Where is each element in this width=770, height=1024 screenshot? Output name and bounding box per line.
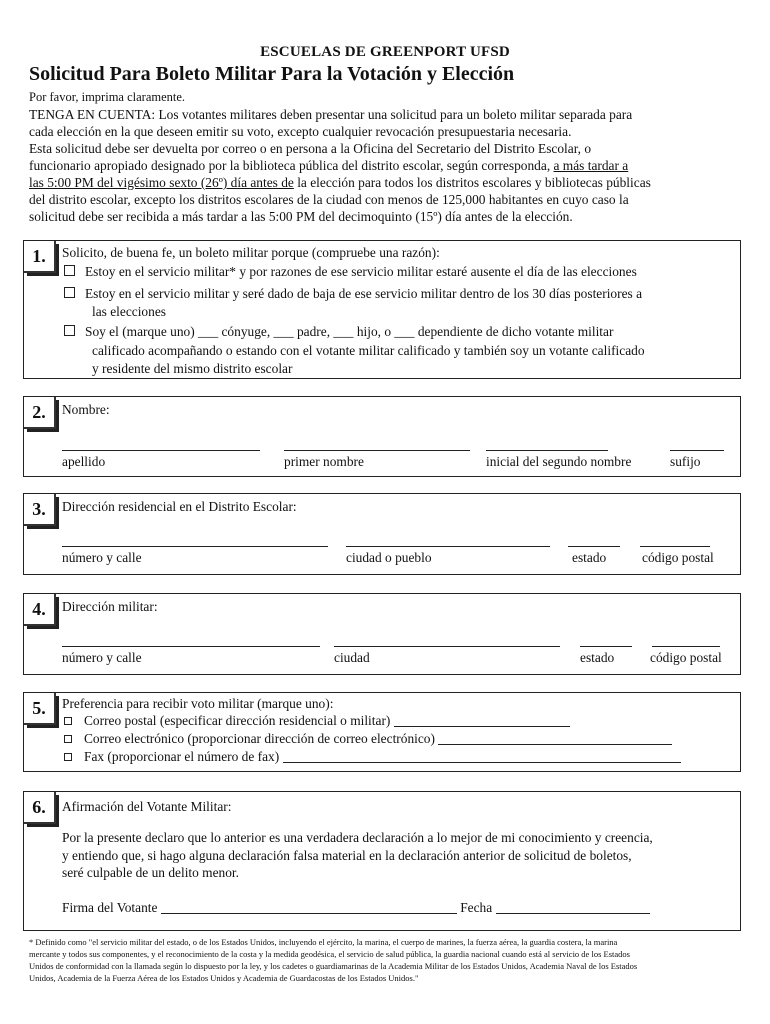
section-4 — [23, 593, 741, 675]
option-label: Soy el (marque uno) ___ cónyuge, ___ padre, ___ hijo, o ___ dependiente de dicho votante militar — [85, 324, 614, 339]
section-number: 3. — [24, 494, 56, 526]
residential-city-field[interactable] — [346, 546, 550, 547]
last-name-field[interactable] — [62, 450, 260, 451]
section-label: Dirección militar: — [62, 599, 158, 614]
field-label: estado — [572, 550, 607, 565]
reason-option-2-cont: las elecciones — [92, 304, 166, 319]
middle-initial-field[interactable] — [486, 450, 608, 451]
form-title: Solicitud Para Boleto Militar Para la Votación y Elección — [29, 63, 515, 85]
checkbox[interactable] — [64, 287, 75, 298]
intro-line-7: del distrito escolar, excepto los distritos escolares de la ciudad con menos de 125,000 habitantes en cuyo caso la — [29, 192, 629, 207]
military-zip-field[interactable] — [652, 646, 720, 647]
option-label: Fax (proporcionar el número de fax) — [84, 749, 280, 764]
residential-zip-field[interactable] — [640, 546, 710, 547]
footnote — [29, 936, 741, 984]
section-number: 6. — [24, 792, 56, 824]
section-number: 5. — [24, 693, 56, 725]
affirmation-line-1: Por la presente declaro que lo anterior es una verdadera declaración a lo mejor de mi conocimiento y creencia, — [62, 830, 653, 845]
signature-field[interactable] — [161, 901, 457, 914]
deadline-text-2: las 5:00 PM del vigésimo sexto (26º) día antes de — [29, 175, 294, 190]
field-label: código postal — [650, 650, 722, 665]
organization-name: ESCUELAS DE GREENPORT UFSD — [260, 44, 510, 60]
checkbox[interactable] — [64, 735, 72, 743]
section-prompt: Solicito, de buena fe, un boleto militar porque (compruebe una razón): — [62, 245, 440, 260]
section-1 — [23, 240, 741, 379]
checkbox[interactable] — [64, 265, 75, 276]
section-number: 1. — [24, 241, 56, 273]
intro-line-4: Esta solicitud debe ser devuelta por correo o en persona a la Oficina del Secretario del Distrito Escolar, o — [29, 141, 592, 156]
suffix-field[interactable] — [670, 450, 724, 451]
section-6 — [23, 791, 741, 931]
field-label: número y calle — [62, 650, 142, 665]
section-label: Afirmación del Votante Militar: — [62, 799, 232, 814]
section-number: 2. — [24, 397, 56, 429]
mail-address-field[interactable] — [394, 714, 570, 727]
first-name-field[interactable] — [284, 450, 470, 451]
delivery-option-fax[interactable] — [64, 748, 681, 766]
option-label: Correo electrónico (proporcionar dirección de correo electrónico) — [84, 731, 435, 746]
field-label: código postal — [642, 550, 714, 565]
date-field[interactable] — [496, 901, 650, 914]
section-label: Preferencia para recibir voto militar (marque uno): — [62, 696, 334, 711]
section-number: 4. — [24, 594, 56, 626]
reason-option-1[interactable] — [64, 263, 637, 281]
option-label: Correo postal (especificar dirección residencial o militar) — [84, 713, 391, 728]
residential-street-field[interactable] — [62, 546, 328, 547]
reason-option-3-cont2: y residente del mismo distrito escolar — [92, 361, 293, 376]
field-label: número y calle — [62, 550, 142, 565]
option-label: Estoy en el servicio militar* y por razones de ese servicio militar estaré ausente el día de las elecciones — [85, 264, 637, 279]
intro-line-6b: la elección para todos los distritos escolares y bibliotecas públicas — [293, 175, 651, 190]
field-label: ciudad o pueblo — [346, 550, 432, 565]
intro-block — [29, 89, 744, 225]
checkbox[interactable] — [64, 325, 75, 336]
footnote-line-1: * Definido como "el servicio militar del estado, o de los Estados Unidos, incluyendo el ejército, la marina, el cuerpo de marines, la fuerza aérea, la guardia costera, la marina — [29, 937, 618, 947]
intro-line-6 — [29, 174, 744, 191]
footnote-line-2: mercante y todos sus componentes, y el reconocimiento de la costa y la medida geodésica, el servicio de salud pública, la guardia nacional cuando está al servicio de los Estados — [29, 949, 630, 959]
reason-option-3[interactable] — [64, 323, 613, 341]
footnote-line-3: Unidos de conformidad con la llamada según lo dispuesto por la ley, y los cadetes o guardiamarinas de la Academia Militar de los Estados Unidos, Academia Naval de los Estados — [29, 961, 638, 971]
email-address-field[interactable] — [438, 732, 672, 745]
field-label: sufijo — [670, 454, 701, 469]
military-street-field[interactable] — [62, 646, 320, 647]
residential-state-field[interactable] — [568, 546, 620, 547]
field-label: estado — [580, 650, 615, 665]
fax-number-field[interactable] — [283, 750, 681, 763]
section-label: Dirección residencial en el Distrito Escolar: — [62, 499, 297, 514]
affirmation-line-2: y entiendo que, si hago alguna declaración falsa material en la declaración anterior de solicitud de boletos, — [62, 848, 632, 863]
delivery-option-email[interactable] — [64, 730, 672, 748]
intro-line-5 — [29, 157, 744, 174]
date-label: Fecha — [460, 900, 493, 915]
option-label: Estoy en el servicio militar y seré dado de baja de ese servicio militar dentro de los 30 días posteriores a — [85, 286, 643, 301]
military-city-field[interactable] — [334, 646, 560, 647]
reason-option-2[interactable] — [64, 285, 642, 303]
reason-option-3-cont: calificado acompañando o estando con el votante militar calificado y también soy un votante calificado — [92, 343, 645, 358]
checkbox[interactable] — [64, 753, 72, 761]
section-label: Nombre: — [62, 402, 110, 417]
section-2 — [23, 396, 741, 477]
intro-line-2: TENGA EN CUENTA: Los votantes militares deben presentar una solicitud para un boleto militar separada para — [29, 107, 633, 122]
checkbox[interactable] — [64, 717, 72, 725]
intro-line-1: Por favor, imprima claramente. — [29, 90, 186, 104]
deadline-text-1: a más tardar a — [553, 158, 629, 173]
intro-line-3: cada elección en la que deseen emitir su voto, excepto cualquier revocación presupuestaria necesaria. — [29, 124, 572, 139]
military-state-field[interactable] — [580, 646, 632, 647]
affirmation-line-3: seré culpable de un delito menor. — [62, 865, 239, 880]
delivery-option-mail[interactable] — [64, 712, 570, 730]
footnote-line-4: Unidos, Academia de la Fuerza Aérea de los Estados Unidos y Academia de Guardacostas de los Estados Unidos." — [29, 973, 419, 983]
intro-line-5a: funcionario apropiado designado por la biblioteca pública del distrito escolar, según corresponda, — [29, 158, 554, 173]
section-5 — [23, 692, 741, 772]
intro-line-8: solicitud debe ser recibida a más tardar a las 5:00 PM del decimoquinto (15º) día antes de la elección. — [29, 209, 573, 224]
signature-row — [62, 899, 650, 916]
signature-label: Firma del Votante — [62, 900, 158, 915]
field-label: ciudad — [334, 650, 370, 665]
section-3 — [23, 493, 741, 575]
field-label: primer nombre — [284, 454, 364, 469]
field-label: apellido — [62, 454, 106, 469]
field-label: inicial del segundo nombre — [486, 454, 632, 469]
